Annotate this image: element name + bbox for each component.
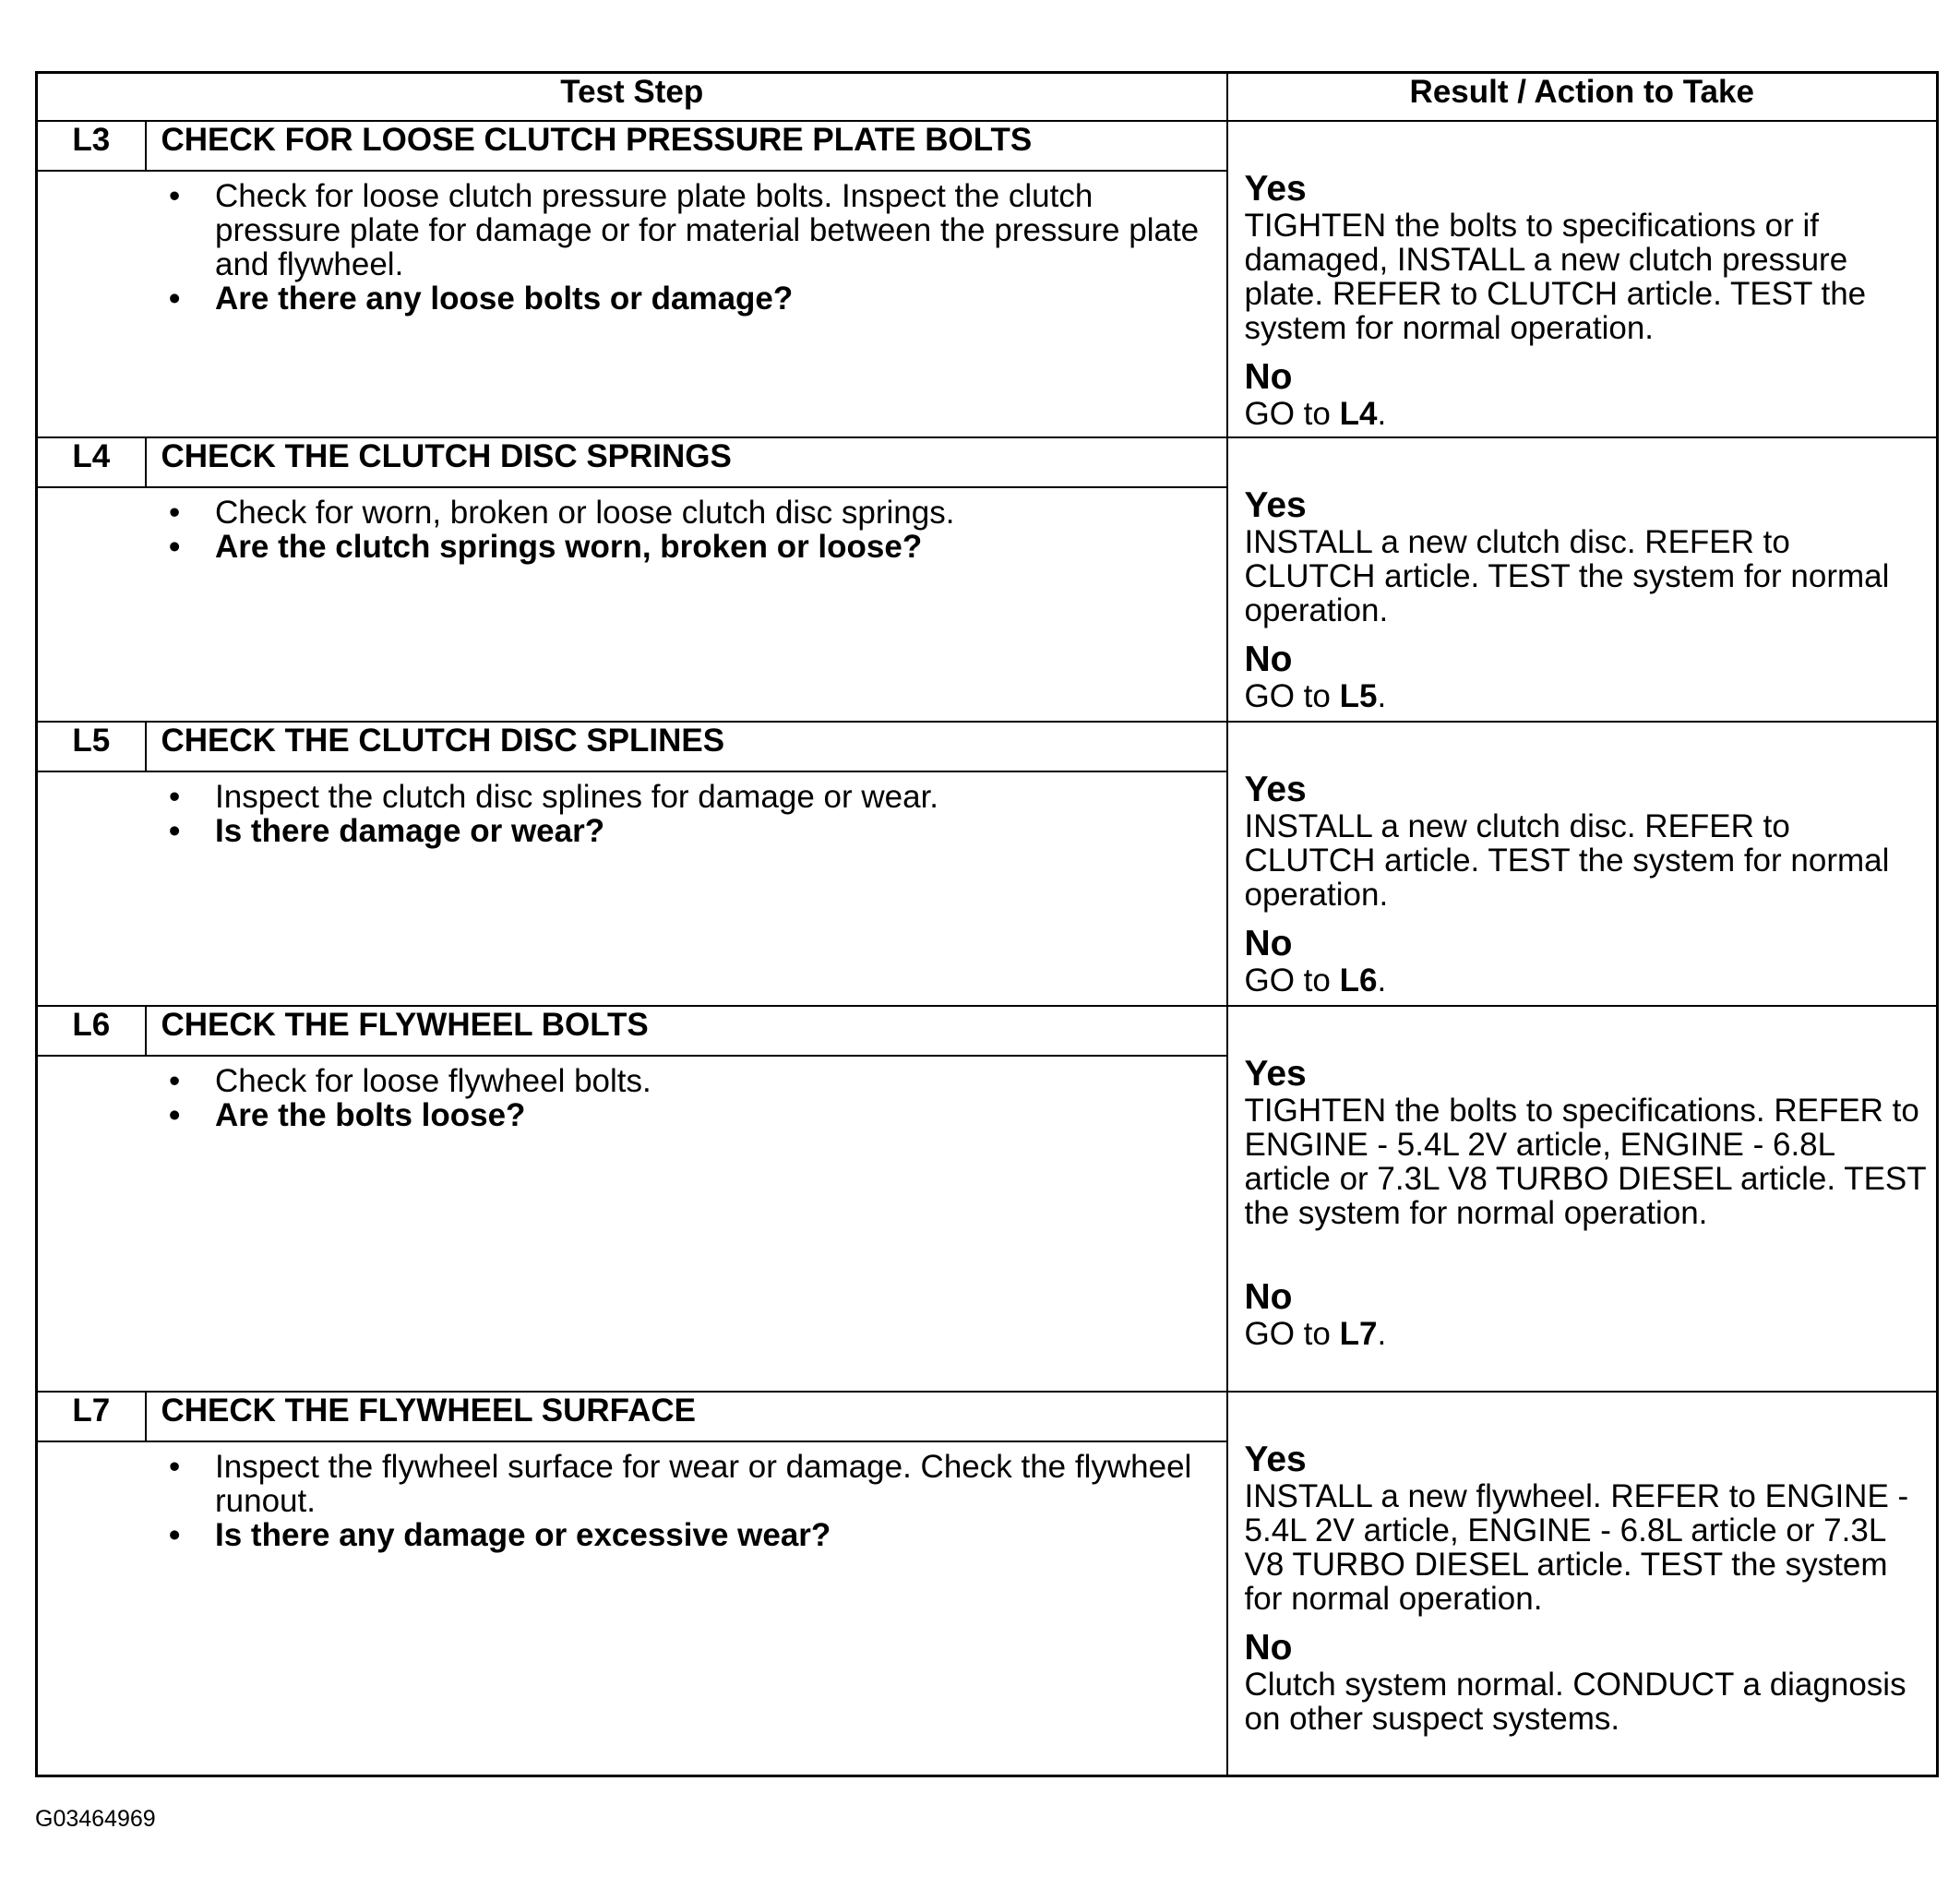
step-id: L6 <box>37 1006 146 1056</box>
yes-action: INSTALL a new flywheel. REFER to ENGINE - 5.4L 2V article, ENGINE - 6.8L article or 7.3L V8 TURBO DIESEL article. TEST the system for normal operation. <box>1244 1478 1909 1617</box>
step-question: • Is there any damage or excessive wear? <box>215 1518 1208 1552</box>
no-label: No <box>1244 640 1293 679</box>
step-instruction: • Inspect the clutch disc splines for damage or wear. <box>215 780 1208 814</box>
no-action: GO to L6. <box>1244 962 1387 998</box>
step-body <box>37 1056 1227 1392</box>
step-body <box>37 1441 1227 1775</box>
step-instruction: • Inspect the flywheel surface for wear or damage. Check the flywheel runout. <box>215 1450 1208 1518</box>
step-id: L4 <box>37 437 146 487</box>
no-action: GO to L5. <box>1244 678 1387 714</box>
no-label: No <box>1244 357 1293 397</box>
step-title: CHECK THE CLUTCH DISC SPLINES <box>146 722 1227 771</box>
step-id: L3 <box>37 121 146 171</box>
no-reference: L5 <box>1339 678 1378 714</box>
step-result <box>1227 1392 1938 1775</box>
table-header-row <box>37 73 1938 122</box>
step-instruction: • Check for loose flywheel bolts. <box>215 1064 1208 1098</box>
no-label: No <box>1244 1628 1293 1668</box>
no-action: Clutch system normal. CONDUCT a diagnosis on other suspect systems. <box>1244 1667 1906 1737</box>
yes-action: TIGHTEN the bolts to specifications or if damaged, INSTALL a new clutch pressure plate. REFER to CLUTCH article. TEST the system for normal operation. <box>1244 208 1867 346</box>
yes-label: Yes <box>1244 1054 1307 1094</box>
step-question: • Are the bolts loose? <box>215 1098 1208 1132</box>
yes-label: Yes <box>1244 485 1307 525</box>
step-title-row <box>37 1006 1938 1056</box>
step-instruction: • Check for loose clutch pressure plate bolts. Inspect the clutch pressure plate for damage or for material between the pressure plate and flywheel. <box>215 179 1208 281</box>
no-reference: L6 <box>1339 962 1378 998</box>
no-reference: L4 <box>1339 396 1378 432</box>
step-question: • Is there damage or wear? <box>215 814 1208 848</box>
step-body <box>37 487 1227 722</box>
no-label: No <box>1244 1277 1293 1317</box>
header-test-step: Test Step <box>37 73 1227 122</box>
yes-label: Yes <box>1244 169 1307 209</box>
step-title-row <box>37 1392 1938 1441</box>
step-result <box>1227 1006 1938 1392</box>
step-instruction: • Check for worn, broken or loose clutch disc springs. <box>215 496 1208 530</box>
yes-action: TIGHTEN the bolts to specifications. REFER to ENGINE - 5.4L 2V article, ENGINE - 6.8L article or 7.3L V8 TURBO DIESEL article. TEST the system for normal operation. <box>1244 1093 1927 1231</box>
step-body <box>37 771 1227 1006</box>
no-action: GO to L7. <box>1244 1316 1387 1352</box>
step-title: CHECK THE CLUTCH DISC SPRINGS <box>146 437 1227 487</box>
step-result <box>1227 722 1938 1006</box>
step-id: L7 <box>37 1392 146 1441</box>
step-question: • Are there any loose bolts or damage? <box>215 281 1208 316</box>
no-label: No <box>1244 924 1293 963</box>
no-reference: L7 <box>1339 1316 1378 1352</box>
no-action: GO to L4. <box>1244 396 1387 432</box>
step-body <box>37 171 1227 437</box>
diagnostic-table <box>35 71 1939 1777</box>
step-question: • Are the clutch springs worn, broken or loose? <box>215 530 1208 564</box>
step-result <box>1227 437 1938 722</box>
step-result <box>1227 121 1938 437</box>
yes-label: Yes <box>1244 1440 1307 1479</box>
yes-action: INSTALL a new clutch disc. REFER to CLUTCH article. TEST the system for normal operation. <box>1244 524 1890 628</box>
figure-id: G03464969 <box>35 1806 156 1832</box>
step-id: L5 <box>37 722 146 771</box>
step-title: CHECK THE FLYWHEEL BOLTS <box>146 1006 1227 1056</box>
yes-label: Yes <box>1244 770 1307 809</box>
yes-action: INSTALL a new clutch disc. REFER to CLUTCH article. TEST the system for normal operation. <box>1244 808 1890 913</box>
step-title: CHECK FOR LOOSE CLUTCH PRESSURE PLATE BOLTS <box>146 121 1227 171</box>
step-title-row <box>37 437 1938 487</box>
step-title: CHECK THE FLYWHEEL SURFACE <box>146 1392 1227 1441</box>
header-result-action: Result / Action to Take <box>1227 73 1938 122</box>
step-title-row <box>37 722 1938 771</box>
step-title-row <box>37 121 1938 171</box>
